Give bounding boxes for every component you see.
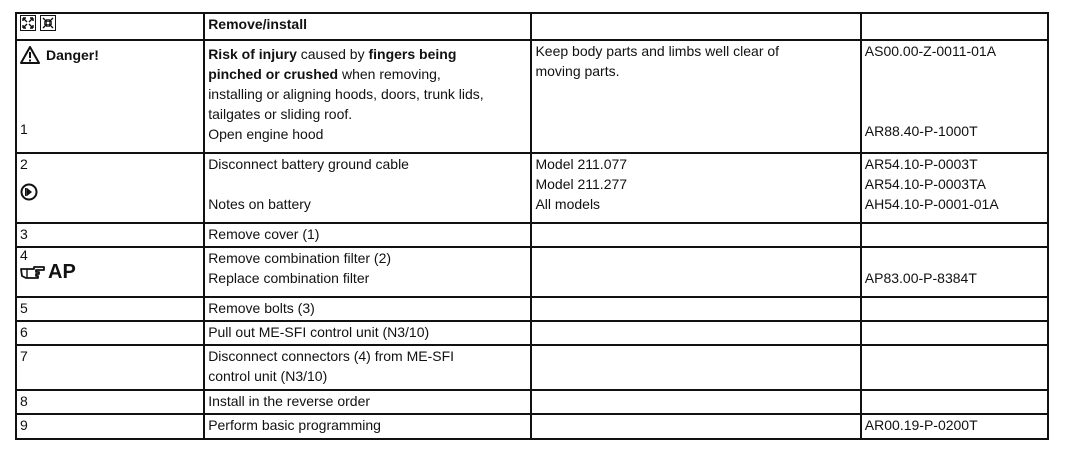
table-row-header (16, 13, 1048, 40)
empty-cell (531, 414, 860, 439)
model-text: Model 211.277 (535, 176, 628, 192)
step-text: Disconnect battery ground cable (208, 156, 409, 172)
danger-bold-text: pinched or crushed (208, 66, 339, 82)
step-text: Open engine hood (208, 126, 324, 142)
document-reference[interactable]: AR54.10-P-0003TA (864, 176, 986, 192)
step-number: 9 (16, 414, 204, 439)
danger-text-line (208, 44, 528, 64)
empty-cell (861, 297, 1048, 321)
table-row (16, 247, 1048, 297)
step-number-cell (16, 247, 204, 297)
warning-triangle-icon (20, 46, 40, 64)
model-text: Model 211.077 (535, 156, 628, 172)
table-row (16, 390, 1048, 414)
step-number-cell (16, 153, 204, 223)
step-number: 4 (20, 247, 28, 263)
danger-text-line: tailgates or sliding roof. (208, 106, 353, 122)
danger-note-line: moving parts. (535, 63, 620, 79)
step-text: Notes on battery (208, 196, 311, 212)
header-icons-cell (16, 13, 204, 40)
step-text: control unit (N3/10) (208, 368, 328, 384)
model-cell (531, 153, 860, 223)
header-empty-cell (861, 13, 1048, 40)
step-number: 6 (16, 321, 204, 345)
danger-note-cell (531, 40, 860, 153)
collapse-arrows-icon (40, 15, 56, 31)
step-number: 7 (16, 345, 204, 390)
pointing-hand-icon (20, 263, 46, 281)
step-text-cell (204, 247, 531, 297)
danger-cell (16, 40, 204, 153)
step-text: Install in the reverse order (204, 390, 531, 414)
step-text-cell (204, 345, 531, 390)
document-reference[interactable]: AR54.10-P-0003T (864, 156, 978, 172)
empty-cell (531, 390, 860, 414)
step-text: Replace combination filter (208, 270, 370, 286)
step-number: 1 (20, 121, 28, 137)
danger-text-line: installing or aligning hoods, doors, trunk lids, (208, 86, 484, 102)
document-reference[interactable]: AH54.10-P-0001-01A (864, 196, 999, 212)
table-row (16, 321, 1048, 345)
step-text: Perform basic programming (204, 414, 531, 439)
ref-cell (861, 247, 1048, 297)
danger-bold-text: Risk of injury (208, 46, 297, 62)
hint-icon (20, 183, 38, 201)
step-text: Remove bolts (3) (204, 297, 531, 321)
danger-label: Danger! (46, 47, 99, 63)
step-number: 2 (20, 156, 28, 172)
header-empty-cell (531, 13, 860, 40)
ap-reference-marker (20, 262, 201, 282)
empty-cell (531, 321, 860, 345)
table-row (16, 345, 1048, 390)
danger-description-cell (204, 40, 531, 153)
step-text-cell (204, 153, 531, 223)
danger-text-line (208, 64, 528, 84)
table-row (16, 297, 1048, 321)
danger-text: caused by (296, 46, 369, 62)
danger-note-line: Keep body parts and limbs well clear of (535, 43, 780, 59)
ap-label: AP (48, 261, 76, 283)
step-text: Remove cover (1) (204, 223, 531, 247)
document-reference[interactable]: AR88.40-P-1000T (864, 123, 978, 139)
empty-cell (861, 223, 1048, 247)
step-number: 8 (16, 390, 204, 414)
document-reference[interactable]: AR00.19-P-0200T (861, 414, 1048, 439)
model-text: All models (535, 196, 601, 212)
empty-cell (531, 223, 860, 247)
procedure-table (15, 12, 1049, 440)
document-reference[interactable]: AP83.00-P-8384T (864, 270, 977, 286)
danger-ref-cell (861, 40, 1048, 153)
expand-arrows-icon (20, 15, 36, 31)
step-number: 3 (16, 223, 204, 247)
page-title: Remove/install (204, 13, 531, 40)
table-row (16, 40, 1048, 153)
table-row (16, 414, 1048, 439)
empty-cell (861, 390, 1048, 414)
step-number: 5 (16, 297, 204, 321)
table-row (16, 153, 1048, 223)
document-reference[interactable]: AS00.00-Z-0011-01A (864, 43, 997, 59)
ref-cell (861, 153, 1048, 223)
table-row (16, 223, 1048, 247)
empty-cell (531, 247, 860, 297)
empty-cell (861, 345, 1048, 390)
danger-bold-text: fingers being (368, 46, 457, 62)
step-text: Disconnect connectors (4) from ME-SFI (208, 348, 455, 364)
empty-cell (531, 345, 860, 390)
empty-cell (531, 297, 860, 321)
danger-text: when removing, (338, 66, 441, 82)
empty-cell (861, 321, 1048, 345)
step-text: Pull out ME-SFI control unit (N3/10) (204, 321, 531, 345)
step-text: Remove combination filter (2) (208, 250, 392, 266)
